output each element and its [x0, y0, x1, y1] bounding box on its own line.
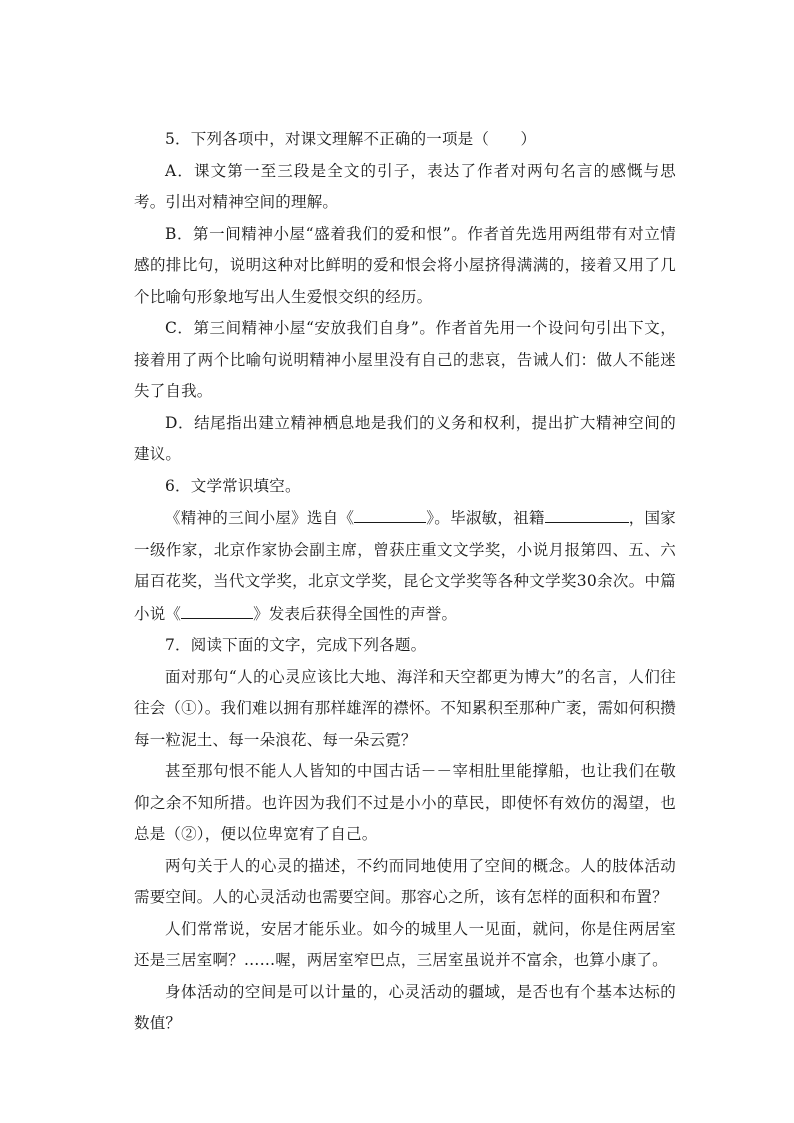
question-5-option-a: A．课文第一至三段是全文的引子，表达了作者对两句名言的感慨与思考。引出对精神空间的理解。: [134, 161, 676, 211]
question-6-text-3: ，国家一级作家，北京作家协会副主席，曾获庄重文文学奖，小说月报第四、五、六届百花奖，当代文学奖，北京文学奖，昆仑文学奖等各种文学奖30余次。中篇小说《: [134, 509, 676, 623]
fill-blank-hometown[interactable]: [545, 502, 629, 523]
question-5-option-c: C．第三间精神小屋“安放我们自身”。作者首先用一个设问句引出下文，接着用了两个比喻句说明精神小屋里没有自己的悲哀，告诫人们：做人不能迷失了自我。: [134, 319, 676, 400]
fill-blank-source[interactable]: [354, 502, 426, 523]
passage-paragraph-5: 身体活动的空间是可以计量的，心灵活动的疆域，是否也有个基本达标的数值？: [134, 982, 676, 1032]
question-6-stem: 6．文学常识填空。: [165, 476, 301, 495]
question-5-option-d: D．结尾指出建立精神栖息地是我们的义务和权利，提出扩大精神空间的建议。: [134, 413, 676, 463]
passage-paragraph-4: 人们常常说，安居才能乐业。如今的城里人一见面，就问，你是住两居室还是三居室啊？……喔，两居室窄巴点，三居室虽说并不富余，也算小康了。: [134, 919, 676, 969]
passage-paragraph-3: 两句关于人的心灵的描述，不约而同地使用了空间的概念。人的肢体活动需要空间。人的心灵活动也需要空间。那容心之所，该有怎样的面积和布置？: [134, 856, 676, 906]
passage-paragraph-1: 面对那句“人的心灵应该比大地、海洋和天空都更为博大”的名言，人们往往会（①）。我们难以拥有那样雄浑的襟怀。不知累积至那种广袤，需如何积攒每一粒泥土、每一朵浪花、每一朵云霓？: [134, 667, 676, 749]
question-6-text-4: 》发表后获得全国性的声誉。: [253, 604, 458, 623]
document-body: [134, 124, 676, 1040]
question-6-body: [134, 502, 676, 630]
question-5-stem: 5．下列各项中，对课文理解不正确的一项是（ ）: [165, 130, 537, 148]
question-7-stem: 7．阅读下面的文字，完成下列各题。: [165, 636, 427, 654]
question-6-text-1: 《精神的三间小屋》选自《: [165, 509, 355, 527]
passage-paragraph-2: 甚至那句恨不能人人皆知的中国古话－－宰相肚里能撑船，也让我们在敬仰之余不知所措。也许因为我们不过是小小的草民，即使怀有效仿的渴望，也总是（②），便以位卑宽宥了自己。: [134, 762, 676, 843]
fill-blank-novella[interactable]: [181, 598, 253, 619]
question-5-option-b: B．第一间精神小屋“盛着我们的爱和恨”。作者首先选用两组带有对立情感的排比句，说明这种对比鲜明的爱和恨会将小屋挤得满满的，接着又用了几个比喻句形象地写出人生爱恨交织的经历。: [134, 224, 676, 306]
question-6-text-2: 》。毕淑敏，祖籍: [426, 509, 545, 527]
